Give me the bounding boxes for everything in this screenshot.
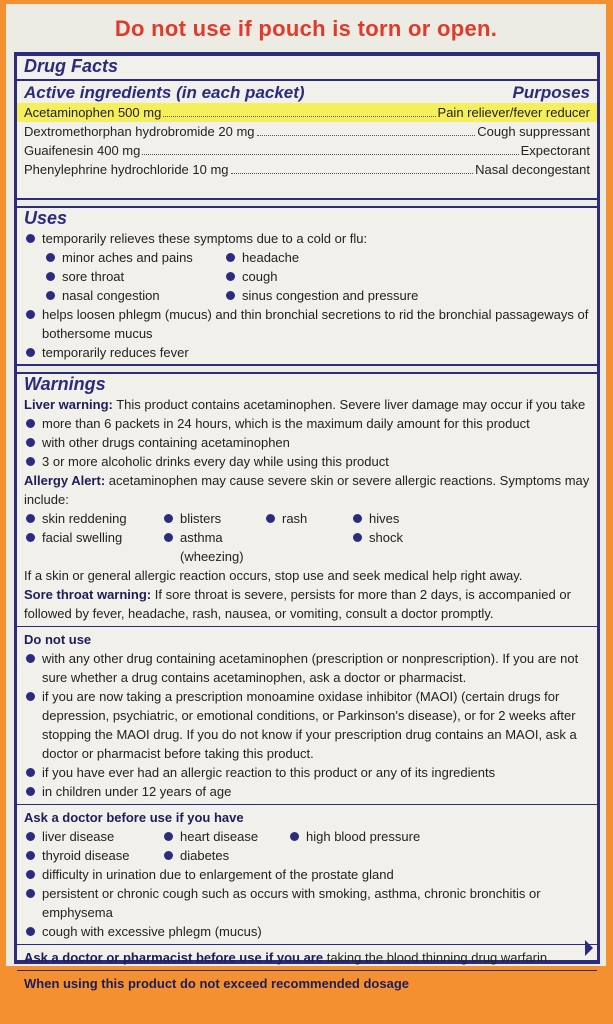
ingredient-row (24, 122, 590, 141)
list-item: if you have ever had an allergic reaction to this product or any of its ingredients (24, 763, 590, 782)
list-item: skin reddening (24, 509, 162, 528)
divider (17, 804, 597, 805)
list-item: headache (224, 248, 444, 267)
list-item: asthma (wheezing) (162, 528, 264, 566)
purposes-label: Purposes (512, 83, 590, 102)
warnings-title: Warnings (24, 374, 106, 394)
list-item: nasal congestion (44, 286, 224, 305)
active-ingredients-label: Active ingredients (in each packet) (24, 83, 305, 102)
list-item: cough (224, 267, 444, 286)
list-item: blisters (162, 509, 264, 528)
ingredient-name: Phenylephrine hydrochloride 10 mg (24, 162, 229, 177)
drug-facts-section (15, 54, 599, 200)
liver-warning (24, 395, 590, 414)
list-item: hives (351, 509, 471, 528)
pouch-warning: Do not use if pouch is torn or open. (114, 16, 498, 41)
list-item: minor aches and pains (44, 248, 224, 267)
divider (17, 944, 597, 945)
allergy-after: If a skin or general allergic reaction occurs, stop use and seek medical help right away. (24, 568, 523, 583)
symptom-grid (24, 248, 590, 305)
divider (17, 626, 597, 627)
list-item: temporarily reduces fever (24, 343, 590, 362)
list-item: with any other drug containing acetaminophen (prescription or nonprescription). If you are not sure whether a drug contains acetaminophen, ask a doctor or pharmacist. (24, 649, 590, 687)
sore-throat-label: Sore throat warning: (24, 587, 152, 602)
list-item: if you are now taking a prescription monoamine oxidase inhibitor (MAOI) (certain drugs for depression, psychiatric, or emotional conditions, or Parkinson's disease), or for 2 weeks after stopping the MAOI drug. If you do not know if your prescription drug contains an MAOI, ask a doctor or pharmacist before taking this product. (24, 687, 590, 763)
list-item: sore throat (44, 267, 224, 286)
ask-pharmacist (24, 948, 590, 967)
list-item: liver disease (24, 827, 162, 846)
list-item: facial swelling (24, 528, 162, 566)
continue-arrow-icon (585, 940, 593, 956)
list-item: persistent or chronic cough such as occurs with smoking, asthma, chronic bronchitis or emphysema (24, 884, 590, 922)
divider (17, 970, 597, 971)
ask-doctor-heading: Ask a doctor before use if you have (24, 810, 244, 825)
allergy-symptoms (24, 509, 590, 566)
list-item: temporarily relieves these symptoms due to a cold or flu: (24, 229, 590, 248)
list-item: in children under 12 years of age (24, 782, 590, 801)
list-item: cough with excessive phlegm (mucus) (24, 922, 590, 941)
list-item: with other drugs containing acetaminophen (24, 433, 590, 452)
ingredient-purpose: Pain reliever/fever reducer (437, 105, 590, 120)
ask-pharmacist-label: Ask a doctor or pharmacist before use if you are (24, 950, 324, 965)
do-not-use-heading: Do not use (24, 632, 92, 647)
ingredient-row (24, 160, 590, 179)
list-item: shock (351, 528, 471, 566)
allergy-alert (24, 471, 590, 509)
ingredient-purpose: Cough suppressant (477, 124, 590, 139)
drug-facts-title: Drug Facts (24, 56, 119, 76)
list-item: sinus congestion and pressure (224, 286, 444, 305)
when-using-heading: When using this product do not exceed recommended dosage (24, 976, 409, 991)
warnings-section (15, 372, 599, 991)
list-item: helps loosen phlegm (mucus) and thin bronchial secretions to rid the bronchial passageways of bothersome mucus (24, 305, 590, 343)
list-item: more than 6 packets in 24 hours, which is the maximum daily amount for this product (24, 414, 590, 433)
liver-warning-label: Liver warning: (24, 397, 113, 412)
list-item: heart disease (162, 827, 288, 846)
ingredient-purpose: Nasal decongestant (475, 162, 590, 177)
ask-doctor-conditions (24, 827, 590, 865)
ingredient-name: Dextromethorphan hydrobromide 20 mg (24, 124, 255, 139)
list-item: thyroid disease (24, 846, 162, 865)
ingredient-purpose: Expectorant (520, 143, 590, 158)
ingredient-name: Acetaminophen 500 mg (24, 105, 162, 120)
list-item: diabetes (162, 846, 288, 865)
list-item: high blood pressure (288, 827, 488, 846)
ingredient-row (17, 103, 597, 122)
list-item: difficulty in urination due to enlargement of the prostate gland (24, 865, 590, 884)
liver-warning-text: This product contains acetaminophen. Severe liver damage may occur if you take (112, 397, 586, 412)
divider (17, 79, 597, 81)
ingredient-row (24, 141, 590, 160)
list-item: 3 or more alcoholic drinks every day while using this product (24, 452, 590, 471)
ask-pharmacist-text: taking the blood thinning drug warfarin (323, 950, 548, 965)
sore-throat-warning (24, 585, 590, 623)
allergy-alert-text: acetaminophen may cause severe skin or severe allergic reactions. Symptoms may include: (24, 473, 590, 507)
ingredient-name: Guaifenesin 400 mg (24, 143, 141, 158)
active-ingredients-header (24, 83, 590, 103)
allergy-alert-label: Allergy Alert: (24, 473, 106, 488)
sore-throat-text: If sore throat is severe, persists for more than 2 days, is accompanied or followed by fever, headache, rash, nausea, or vomiting, consult a doctor promptly. (24, 587, 571, 621)
uses-section (15, 206, 599, 366)
uses-title: Uses (24, 208, 68, 228)
label-panel (6, 4, 606, 991)
list-item: rash (264, 509, 351, 528)
